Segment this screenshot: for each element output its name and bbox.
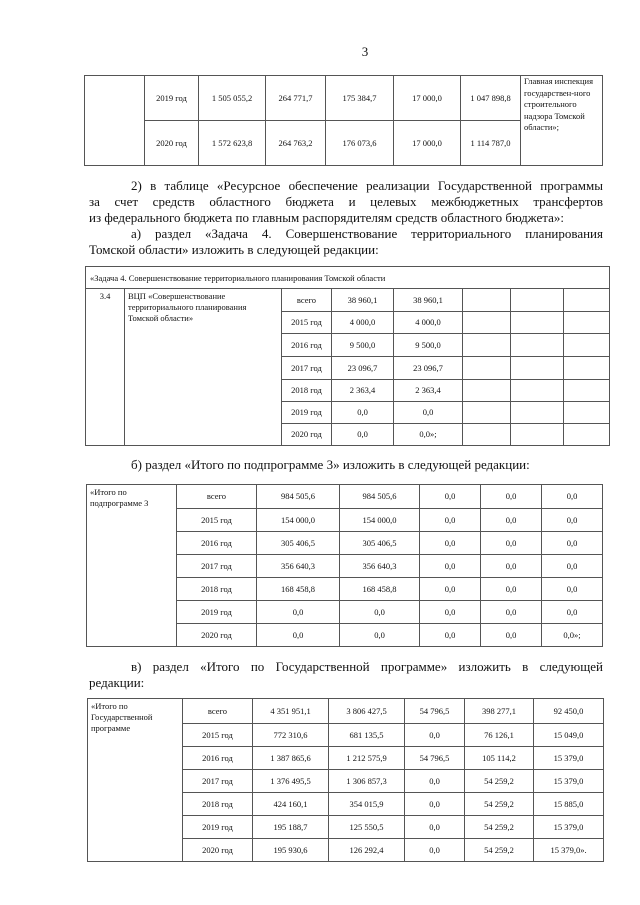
- table-row: [85, 76, 603, 121]
- year-cell: 2020 год: [145, 121, 199, 166]
- responsible-agency: Главная инспекция государствен-ного строительного надзора Томской области»;: [521, 76, 603, 166]
- table-row: 2019 год 195 188,7 125 550,5 0,0 54 259,2 15 379,0: [88, 816, 604, 839]
- table-task4: [85, 266, 610, 446]
- table-row: 2020 год 195 930,6 126 292,4 0,0 54 259,2 15 379,0».: [88, 839, 604, 862]
- table-row: 2017 год 356 640,3 356 640,3 0,0 0,0 0,0: [87, 555, 603, 578]
- table-row: «Итого по Государственной программе всего 4 351 951,1 3 806 427,5 54 796,5 398 277,1 92 450,0: [88, 699, 604, 724]
- table-header-row: [86, 267, 610, 289]
- table-row: 2015 год 154 000,0 154 000,0 0,0 0,0 0,0: [87, 509, 603, 532]
- value-cell: 1 047 898,8: [461, 76, 521, 121]
- value-cell: 264 763,2: [266, 121, 326, 166]
- subprogram-label: «Итого по подпрограмме 3: [87, 485, 177, 647]
- table-subprogram3: [86, 484, 603, 647]
- table-row: [86, 289, 610, 312]
- table-row: 2016 год 305 406,5 305 406,5 0,0 0,0 0,0: [87, 532, 603, 555]
- empty-cell: [85, 76, 145, 166]
- table-row: 2018 год 424 160,1 354 015,9 0,0 54 259,2 15 885,0: [88, 793, 604, 816]
- table-row: 2019 год 0,0 0,0: [86, 402, 610, 424]
- table-state-program: [87, 698, 604, 862]
- value-cell: 1 114 787,0: [461, 121, 521, 166]
- paragraph-b: б) раздел «Итого по подпрограмме 3» изложить в следующей редакции:: [131, 457, 530, 472]
- value-cell: 175 384,7: [326, 76, 394, 121]
- total-cell: 38 960,1: [332, 289, 394, 312]
- value-cell: 17 000,0: [394, 121, 461, 166]
- table-row: 2018 год 168 458,8 168 458,8 0,0 0,0 0,0: [87, 578, 603, 601]
- table-continuation: [84, 75, 603, 166]
- table-row: 2015 год 772 310,6 681 135,5 0,0 76 126,1 15 049,0: [88, 724, 604, 747]
- row-number: 3.4: [86, 289, 125, 446]
- total-cell: 1 505 055,2: [199, 76, 266, 121]
- paragraph-a: а) раздел «Задача 4. Совершенствование территориального планирования Томской области» изложить в следующей редакции:: [89, 226, 603, 257]
- year-cell: 2019 год: [145, 76, 199, 121]
- value-cell: 17 000,0: [394, 76, 461, 121]
- paragraph-2: 2) в таблице «Ресурсное обеспечение реализации Государственной программы за счет средств областного бюджета и целевых межбюджетных трансфертов из федерального бюджета по главным распорядителям средств областного бюджета»:: [89, 178, 603, 225]
- table-row: 2020 год 0,0 0,0 0,0 0,0 0,0»;: [87, 624, 603, 647]
- value-cell: 38 960,1: [394, 289, 463, 312]
- value-cell: 176 073,6: [326, 121, 394, 166]
- table-row: 2015 год 4 000,0 4 000,0: [86, 312, 610, 334]
- table-row: 2018 год 2 363,4 2 363,4: [86, 380, 610, 402]
- paragraph-v: в) раздел «Итого по Государственной программе» изложить в следующей редакции:: [89, 659, 603, 690]
- total-cell: 1 572 623,8: [199, 121, 266, 166]
- program-name: ВЦП «Совершенствование территориального планирования Томской области»: [125, 289, 282, 446]
- table-row: 2017 год 1 376 495,5 1 306 857,3 0,0 54 259,2 15 379,0: [88, 770, 604, 793]
- task4-header: «Задача 4. Совершенствование территориального планирования Томской области: [86, 267, 610, 289]
- table-row: 2017 год 23 096,7 23 096,7: [86, 357, 610, 380]
- table-row: 2016 год 1 387 865,6 1 212 575,9 54 796,5 105 114,2 15 379,0: [88, 747, 604, 770]
- table-row: 2020 год 0,0 0,0»;: [86, 424, 610, 446]
- table-row: «Итого по подпрограмме 3 всего 984 505,6 984 505,6 0,0 0,0 0,0: [87, 485, 603, 509]
- year-cell: всего: [282, 289, 332, 312]
- table-row: 2019 год 0,0 0,0 0,0 0,0 0,0: [87, 601, 603, 624]
- value-cell: 264 771,7: [266, 76, 326, 121]
- state-program-label: «Итого по Государственной программе: [88, 699, 183, 862]
- page-number: 3: [361, 44, 369, 59]
- table-row: 2016 год 9 500,0 9 500,0: [86, 334, 610, 357]
